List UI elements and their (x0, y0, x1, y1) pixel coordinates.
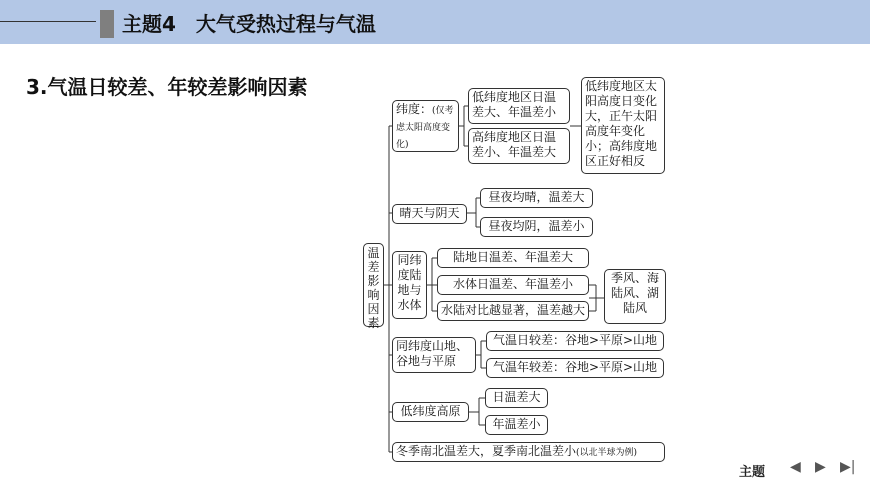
node-landwater-label: 同纬度陆地与水体 (397, 253, 422, 312)
node-lowlat-daily (485, 388, 548, 408)
node-weather-sunny (480, 188, 593, 208)
node-latitude (392, 100, 459, 152)
nav-topic-link[interactable]: 主题 (739, 465, 766, 480)
node-latitude-low (468, 88, 570, 124)
node-weather (392, 204, 467, 224)
node-latitude-explain (581, 77, 665, 174)
node-landwater-land-text: 陆地日温差、年温差大 (452, 250, 573, 264)
node-weather-sunny-text: 昼夜均晴，温差大 (488, 190, 585, 204)
nav-last-button[interactable] (840, 459, 855, 475)
node-landwater-water (437, 275, 589, 295)
node-landwater-winds (604, 269, 666, 324)
section-title-text: .气温日较差、年较差影响因素 (39, 75, 308, 99)
node-terrain-label: 同纬度山地、谷地与平原 (396, 339, 469, 368)
node-landwater-winds-text: 季风、海陆风、湖陆风 (610, 271, 659, 315)
node-latitude-note: (仅考虑太阳高度变化) (396, 106, 454, 150)
node-landwater-contrast-text: 水陆对比越显著，温差越大 (441, 303, 586, 317)
node-lowlat (392, 402, 469, 422)
node-season-text: 冬季南北温差大，夏季南北温差小 (396, 444, 577, 458)
diagram-root-label: 温差影响因素 (367, 246, 380, 330)
diagram-root (363, 243, 384, 330)
node-lowlat-annual (485, 415, 548, 435)
node-lowlat-annual-text: 年温差小 (492, 417, 541, 431)
nav-prev-button[interactable] (790, 459, 801, 475)
node-weather-label: 晴天与阴天 (399, 206, 460, 220)
page-title: 主题4 大气受热过程与气温 (122, 12, 376, 36)
node-latitude-low-text: 低纬度地区日温差大、年温差小 (472, 90, 557, 119)
node-terrain (392, 337, 476, 373)
last-icon: ▶| (840, 459, 856, 475)
node-terrain-daily-text: 气温日较差：谷地>平原>山地 (492, 333, 658, 347)
node-weather-cloudy (480, 217, 593, 237)
prev-icon: ◀ (790, 459, 801, 475)
node-latitude-label: 纬度： (396, 102, 433, 116)
node-landwater-contrast (437, 301, 589, 321)
node-terrain-daily (486, 331, 664, 351)
node-season-note: (以北半球为例) (576, 448, 638, 458)
node-terrain-annual (486, 358, 664, 378)
node-terrain-annual-text: 气温年较差：谷地>平原>山地 (492, 360, 658, 374)
section-number: 3 (26, 75, 40, 99)
node-latitude-high-text: 高纬度地区日温差小、年温差大 (472, 130, 557, 159)
nav-next-button[interactable] (815, 459, 826, 475)
next-icon: ▶ (815, 459, 826, 475)
node-lowlat-label: 低纬度高原 (400, 404, 461, 418)
node-lowlat-daily-text: 日温差大 (492, 390, 541, 404)
node-latitude-explain-text: 低纬度地区太阳高度日变化大，正午太阳高度年变化小；高纬度地区正好相反 (585, 79, 658, 168)
node-weather-cloudy-text: 昼夜均阴，温差小 (488, 219, 585, 233)
node-latitude-high (468, 128, 570, 164)
node-landwater-water-text: 水体日温差、年温差小 (452, 277, 573, 291)
node-landwater (392, 251, 427, 319)
node-landwater-land (437, 248, 589, 268)
node-season (392, 442, 665, 462)
